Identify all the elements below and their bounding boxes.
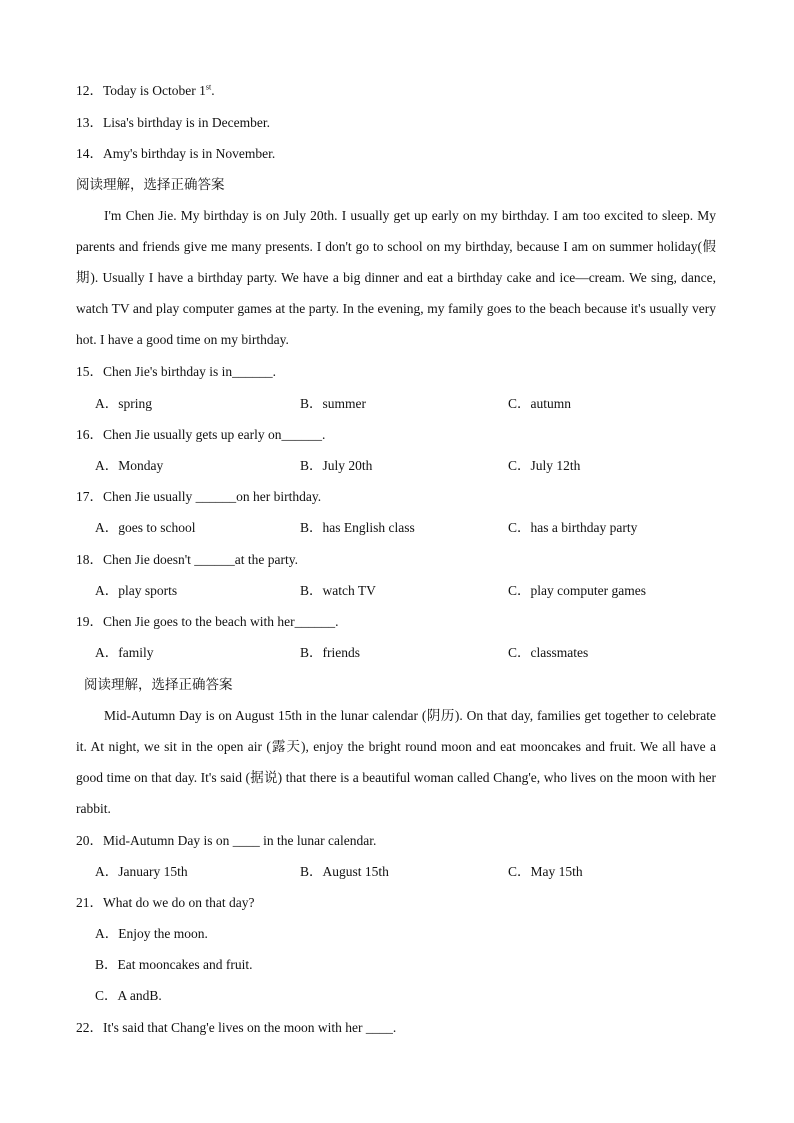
question-12 xyxy=(76,82,215,100)
question-19-stem: 19．Chen Jie goes to the beach with her______. xyxy=(76,614,339,629)
passage-2-line-4: lives on the moon with her rabbit. xyxy=(76,770,716,816)
question-15-option-b[interactable]: B．summer xyxy=(300,396,366,411)
question-18-option-c[interactable]: C．play computer games xyxy=(508,583,646,598)
question-21-option-c[interactable]: C．A andB. xyxy=(95,988,162,1003)
question-21-stem: 21．What do we do on that day? xyxy=(76,895,255,910)
question-15-option-a[interactable]: A．spring xyxy=(95,396,152,411)
question-14: 14．Amy's birthday is in November. xyxy=(76,146,276,161)
question-20-option-b[interactable]: B．August 15th xyxy=(300,864,389,879)
question-21-option-b[interactable]: B．Eat mooncakes and fruit. xyxy=(95,957,253,972)
question-21-option-a[interactable]: A．Enjoy the moon. xyxy=(95,926,208,941)
passage-1 xyxy=(76,200,716,355)
passage-1-line-1: I'm Chen Jie. My birthday is on July 20th. I usually get up early on my birthday. I am too excited to xyxy=(104,208,658,223)
q12-text: 12．Today is October 1 xyxy=(76,83,206,98)
question-16-option-b[interactable]: B．July 20th xyxy=(300,458,373,473)
question-16-option-a[interactable]: A．Monday xyxy=(95,458,164,473)
passage-2 xyxy=(76,700,716,824)
section-title-2: 阅读理解，选择正确答案 xyxy=(84,677,233,692)
passage-2-line-3: We all have a good time on that day. It's said (据说) that there is a beautiful woman called Chang'e, who xyxy=(76,739,717,785)
question-19-option-b[interactable]: B．friends xyxy=(300,645,360,660)
question-18-option-b[interactable]: B．watch TV xyxy=(300,583,376,598)
question-17-stem: 17．Chen Jie usually ______on her birthday. xyxy=(76,489,322,504)
question-17-option-b[interactable]: B．has English class xyxy=(300,520,415,535)
passage-2-line-2: celebrate it. At night, we sit in the open air (露天), enjoy the bright round moon and eat mooncakes and fruit. xyxy=(76,708,716,754)
q12-superscript: st xyxy=(205,82,212,92)
question-20-stem: 20．Mid-Autumn Day is on ____ in the lunar calendar. xyxy=(76,833,377,848)
question-20-option-a[interactable]: A．January 15th xyxy=(95,864,188,879)
passage-1-line-3: summer holiday(假期). Usually I have a birthday party. We have a big dinner and eat a birthday cake and xyxy=(76,239,717,285)
question-18-option-a[interactable]: A．play sports xyxy=(95,583,178,598)
q12-end: . xyxy=(211,83,215,98)
question-22-stem: 22．It's said that Chang'e lives on the moon with her ____. xyxy=(76,1020,397,1035)
passage-1-line-2: sleep. My parents and friends give me many presents. I don't go to school on my birthday, because I am on xyxy=(76,208,716,254)
question-17-option-c[interactable]: C．has a birthday party xyxy=(508,520,638,535)
question-15-stem: 15．Chen Jie's birthday is in______. xyxy=(76,364,277,379)
question-13: 13．Lisa's birthday is in December. xyxy=(76,115,271,130)
question-16-option-c[interactable]: C．July 12th xyxy=(508,458,581,473)
question-19-option-c[interactable]: C．classmates xyxy=(508,645,589,660)
passage-1-line-4: ice—cream. We sing, dance, watch TV and play computer games at the party. In the evening, my family xyxy=(76,270,716,316)
passage-1-line-5: goes to the beach because it's usually very hot. I have a good time on my birthday. xyxy=(76,301,716,347)
passage-2-line-1: Mid-Autumn Day is on August 15th in the lunar calendar (阴历). On that day, families get together to xyxy=(104,708,664,723)
question-19-option-a[interactable]: A．family xyxy=(95,645,154,660)
question-17-option-a[interactable]: A．goes to school xyxy=(95,520,196,535)
question-20-option-c[interactable]: C．May 15th xyxy=(508,864,583,879)
question-15-option-c[interactable]: C．autumn xyxy=(508,396,571,411)
question-16-stem: 16．Chen Jie usually gets up early on______. xyxy=(76,427,326,442)
question-18-stem: 18．Chen Jie doesn't ______at the party. xyxy=(76,552,299,567)
section-title-1: 阅读理解，选择正确答案 xyxy=(76,177,225,192)
